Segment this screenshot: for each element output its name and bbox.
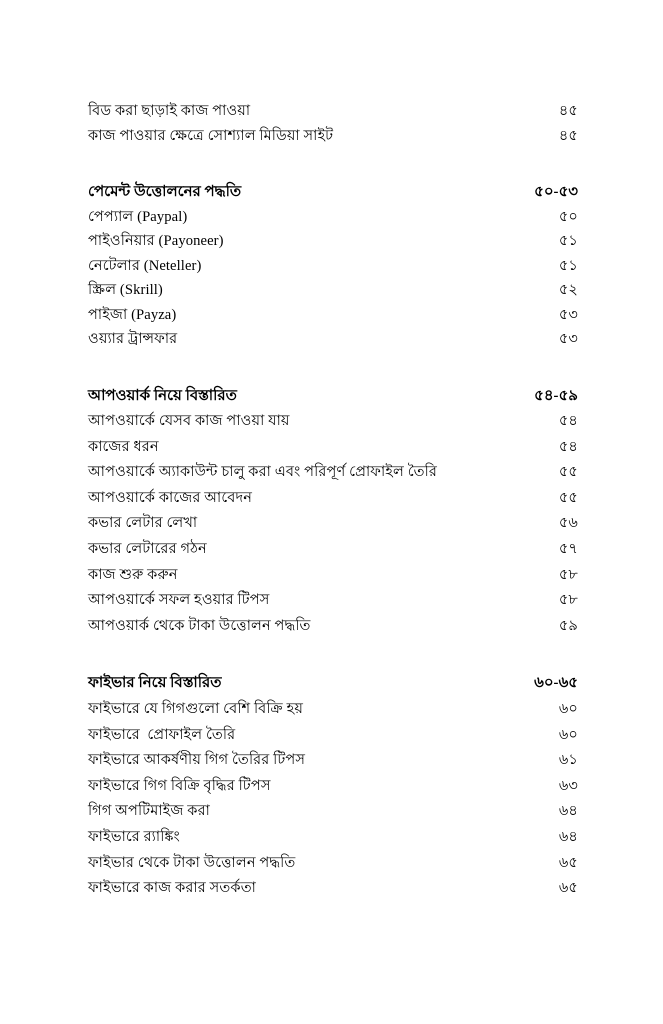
toc-entry-page-number: ৫০	[558, 208, 578, 225]
toc-section-title: পেমেন্ট উত্তোলনের পদ্ধতি	[88, 184, 242, 200]
toc-entry[interactable]	[88, 856, 578, 882]
toc-entry-page-number: ৬০	[558, 701, 578, 718]
toc-entry-page-number: ৫৫	[558, 489, 578, 506]
toc-entry-title: ফাইভারে কাজ করার সতর্কতা	[88, 880, 257, 897]
toc-entry-title: পাইজা (Payza)	[88, 306, 177, 323]
toc-entry[interactable]	[88, 308, 578, 333]
toc-section-title: ফাইভার নিয়ে বিস্তারিত	[88, 675, 222, 692]
toc-section-page-range: ৬০-৬৫	[534, 675, 578, 692]
toc-section	[88, 104, 578, 153]
toc-entry[interactable]	[88, 779, 578, 805]
toc-entry[interactable]	[88, 568, 578, 594]
toc-entry-page-number: ৫৬	[558, 515, 578, 532]
toc-entry-title: ফাইভারে গিগ বিক্রি বৃদ্ধির টিপস	[88, 777, 271, 794]
toc-section-heading[interactable]	[88, 676, 578, 702]
toc-entry-title: পাইওনিয়ার (Payoneer)	[88, 233, 224, 249]
toc-entry-page-number: ৫৯	[558, 617, 578, 634]
toc-entry-title: আপওয়ার্কে সফল হওয়ার টিপস	[88, 592, 270, 609]
toc-entry-title: কাজ পাওয়ার ক্ষেত্রে সোশ্যাল মিডিয়া সাইট	[88, 127, 334, 144]
toc-entry[interactable]	[88, 728, 578, 754]
toc-entry[interactable]	[88, 283, 578, 308]
toc-section-heading[interactable]	[88, 185, 578, 210]
toc-entry-title: কাজের ধরন	[88, 438, 159, 455]
toc-entry-page-number: ৫৩	[558, 331, 578, 347]
toc-entry-page-number: ৬১	[558, 752, 578, 769]
toc-entry-page-number: ৬৫	[558, 854, 578, 871]
toc-entry-page-number: ৬৪	[558, 829, 578, 845]
toc-entry[interactable]	[88, 210, 578, 235]
toc-entry-title: ফাইভারে আকর্ষণীয় গিগ তৈরির টিপস	[88, 752, 306, 769]
toc-entry-title: কভার লেটার লেখা	[88, 515, 198, 532]
toc-entry-title: ফাইভারে যে গিগগুলো বেশি বিক্রি হয়	[88, 701, 304, 718]
toc-entry[interactable]	[88, 104, 578, 129]
toc-section	[88, 185, 578, 357]
toc-section-heading[interactable]	[88, 389, 578, 415]
toc-entry[interactable]	[88, 593, 578, 619]
toc-entry[interactable]	[88, 234, 578, 259]
toc-entry-page-number: ৫১	[558, 257, 578, 274]
toc-entry-page-number: ৪৫	[558, 103, 578, 119]
toc-entry-title: কভার লেটারের গঠন	[88, 541, 207, 558]
toc-section-page-range: ৫০-৫৩	[534, 184, 578, 200]
toc-entry-page-number: ৫৮	[558, 566, 578, 583]
toc-entry[interactable]	[88, 753, 578, 779]
toc-section	[88, 389, 578, 645]
toc-entry[interactable]	[88, 414, 578, 440]
toc-entry-title: ওয়্যার ট্রান্সফার	[88, 331, 178, 347]
toc-entry[interactable]	[88, 830, 578, 856]
toc-entry[interactable]	[88, 465, 578, 491]
toc-entry[interactable]	[88, 259, 578, 284]
toc-entry-page-number: ৪৫	[558, 127, 578, 144]
toc-entry-title: গিগ অপটিমাইজ করা	[88, 803, 210, 820]
toc-entry-title: আপওয়ার্কে অ্যাকাউন্ট চালু করা এবং পরিপূর্ণ প্রোফাইল তৈরি	[88, 464, 437, 481]
toc-entry-title: পেপ্যাল (Paypal)	[88, 208, 188, 225]
toc-entry-title: নেটেলার (Neteller)	[88, 257, 202, 274]
toc-entry[interactable]	[88, 491, 578, 517]
toc-entry[interactable]	[88, 129, 578, 154]
toc-entry-page-number: ৫৪	[558, 413, 578, 430]
toc-entry-title: ফাইভার থেকে টাকা উত্তোলন পদ্ধতি	[88, 854, 296, 871]
toc-section	[88, 676, 578, 906]
toc-section-page-range: ৫৪-৫৯	[534, 387, 578, 404]
toc-entry-page-number: ৬৩	[558, 777, 578, 794]
toc-entry[interactable]	[88, 440, 578, 466]
toc-entry-title: আপওয়ার্কে কাজের আবেদন	[88, 489, 253, 506]
toc-entry[interactable]	[88, 619, 578, 645]
toc-entry-page-number: ৫৭	[558, 541, 578, 558]
toc-entry[interactable]	[88, 516, 578, 542]
toc-entry-title: বিড করা ছাড়াই কাজ পাওয়া	[88, 103, 251, 119]
toc-entry-title: আপওয়ার্কে যেসব কাজ পাওয়া যায়	[88, 413, 290, 430]
toc-entry-page-number: ৫৩	[558, 306, 578, 323]
table-of-contents	[88, 104, 578, 907]
toc-entry[interactable]	[88, 542, 578, 568]
toc-entry[interactable]	[88, 804, 578, 830]
toc-entry-title: স্ক্রিল (Skrill)	[88, 282, 163, 298]
toc-entry-title: ফাইভারে প্রোফাইল তৈরি	[88, 726, 236, 743]
toc-entry-page-number: ৬৪	[558, 803, 578, 820]
toc-entry[interactable]	[88, 332, 578, 357]
toc-entry-title: ফাইভারে র‍্যাঙ্কিং	[88, 829, 180, 845]
toc-entry[interactable]	[88, 881, 578, 907]
toc-entry-page-number: ৫৮	[558, 592, 578, 609]
toc-entry[interactable]	[88, 702, 578, 728]
toc-entry-page-number: ৫২	[558, 282, 578, 298]
toc-entry-title: আপওয়ার্ক থেকে টাকা উত্তোলন পদ্ধতি	[88, 617, 311, 634]
toc-entry-page-number: ৫১	[558, 233, 578, 249]
toc-section-title: আপওয়ার্ক নিয়ে বিস্তারিত	[88, 387, 237, 404]
toc-entry-page-number: ৫৪	[558, 438, 578, 455]
toc-entry-page-number: ৬০	[558, 726, 578, 743]
toc-entry-page-number: ৬৫	[558, 880, 578, 897]
toc-entry-page-number: ৫৫	[558, 464, 578, 481]
toc-entry-title: কাজ শুরু করুন	[88, 566, 178, 583]
